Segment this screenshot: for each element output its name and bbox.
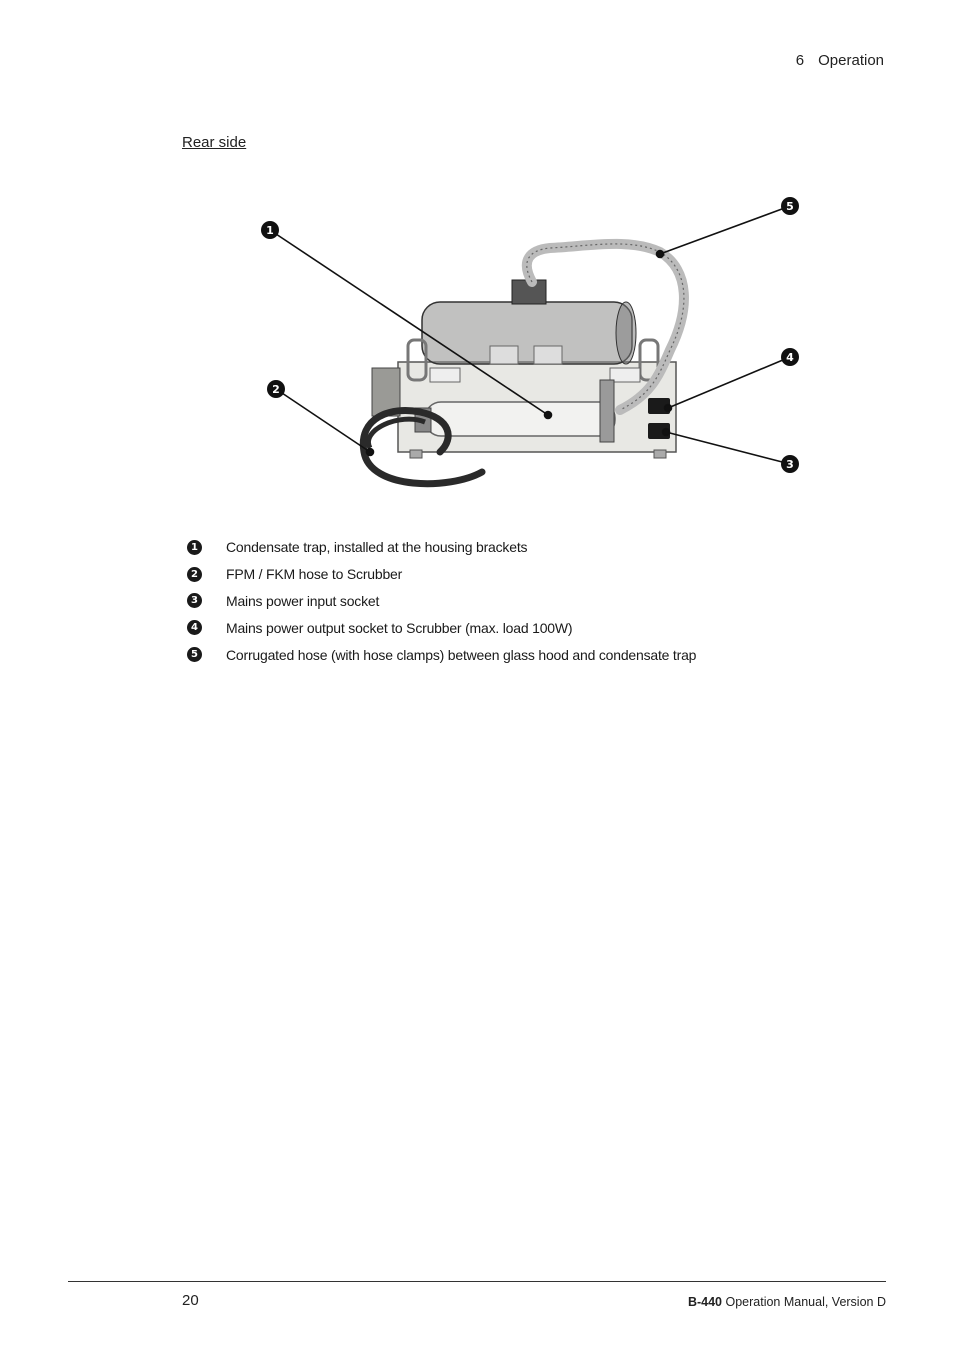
doc-title: Operation Manual, Version D bbox=[722, 1295, 886, 1309]
page-number: 20 bbox=[182, 1292, 199, 1309]
legend-number: 3 bbox=[187, 593, 202, 608]
legend-item bbox=[187, 641, 696, 668]
legend-item bbox=[187, 588, 696, 615]
callout-5 bbox=[781, 197, 799, 215]
legend-item bbox=[187, 534, 696, 561]
footer-doc-title bbox=[688, 1295, 886, 1309]
legend-number: 4 bbox=[187, 620, 202, 635]
legend-item bbox=[187, 561, 696, 588]
legend-text: Condensate trap, installed at the housing brackets bbox=[226, 539, 528, 556]
section-heading: Rear side bbox=[182, 134, 247, 151]
chapter-number: 6 bbox=[795, 52, 805, 69]
legend-text: Corrugated hose (with hose clamps) between glass hood and condensate trap bbox=[226, 646, 697, 663]
callout-2 bbox=[267, 380, 285, 398]
footer-divider bbox=[68, 1281, 886, 1282]
callout-3 bbox=[781, 455, 799, 473]
legend-number: 5 bbox=[187, 647, 202, 662]
legend-number: 1 bbox=[187, 540, 202, 555]
callout-4 bbox=[781, 348, 799, 366]
legend-text: Mains power input socket bbox=[226, 592, 380, 609]
chapter-title: Operation bbox=[818, 52, 884, 69]
svg-text:5: 5 bbox=[786, 200, 794, 213]
callout-1 bbox=[261, 221, 279, 239]
legend-text: Mains power output socket to Scrubber (max. load 100W) bbox=[226, 619, 573, 636]
svg-text:4: 4 bbox=[786, 351, 794, 364]
svg-text:1: 1 bbox=[266, 224, 274, 237]
product-name: B-440 bbox=[687, 1295, 723, 1309]
condensate-trap bbox=[425, 402, 615, 436]
figure-legend bbox=[187, 534, 696, 668]
rear-side-figure bbox=[250, 190, 810, 510]
running-header bbox=[796, 52, 884, 69]
svg-text:2: 2 bbox=[272, 383, 280, 396]
legend-text: FPM / FKM hose to Scrubber bbox=[226, 566, 403, 583]
glass-hood bbox=[422, 302, 632, 364]
svg-text:3: 3 bbox=[786, 458, 794, 471]
legend-item bbox=[187, 614, 696, 641]
legend-number: 2 bbox=[187, 567, 202, 582]
